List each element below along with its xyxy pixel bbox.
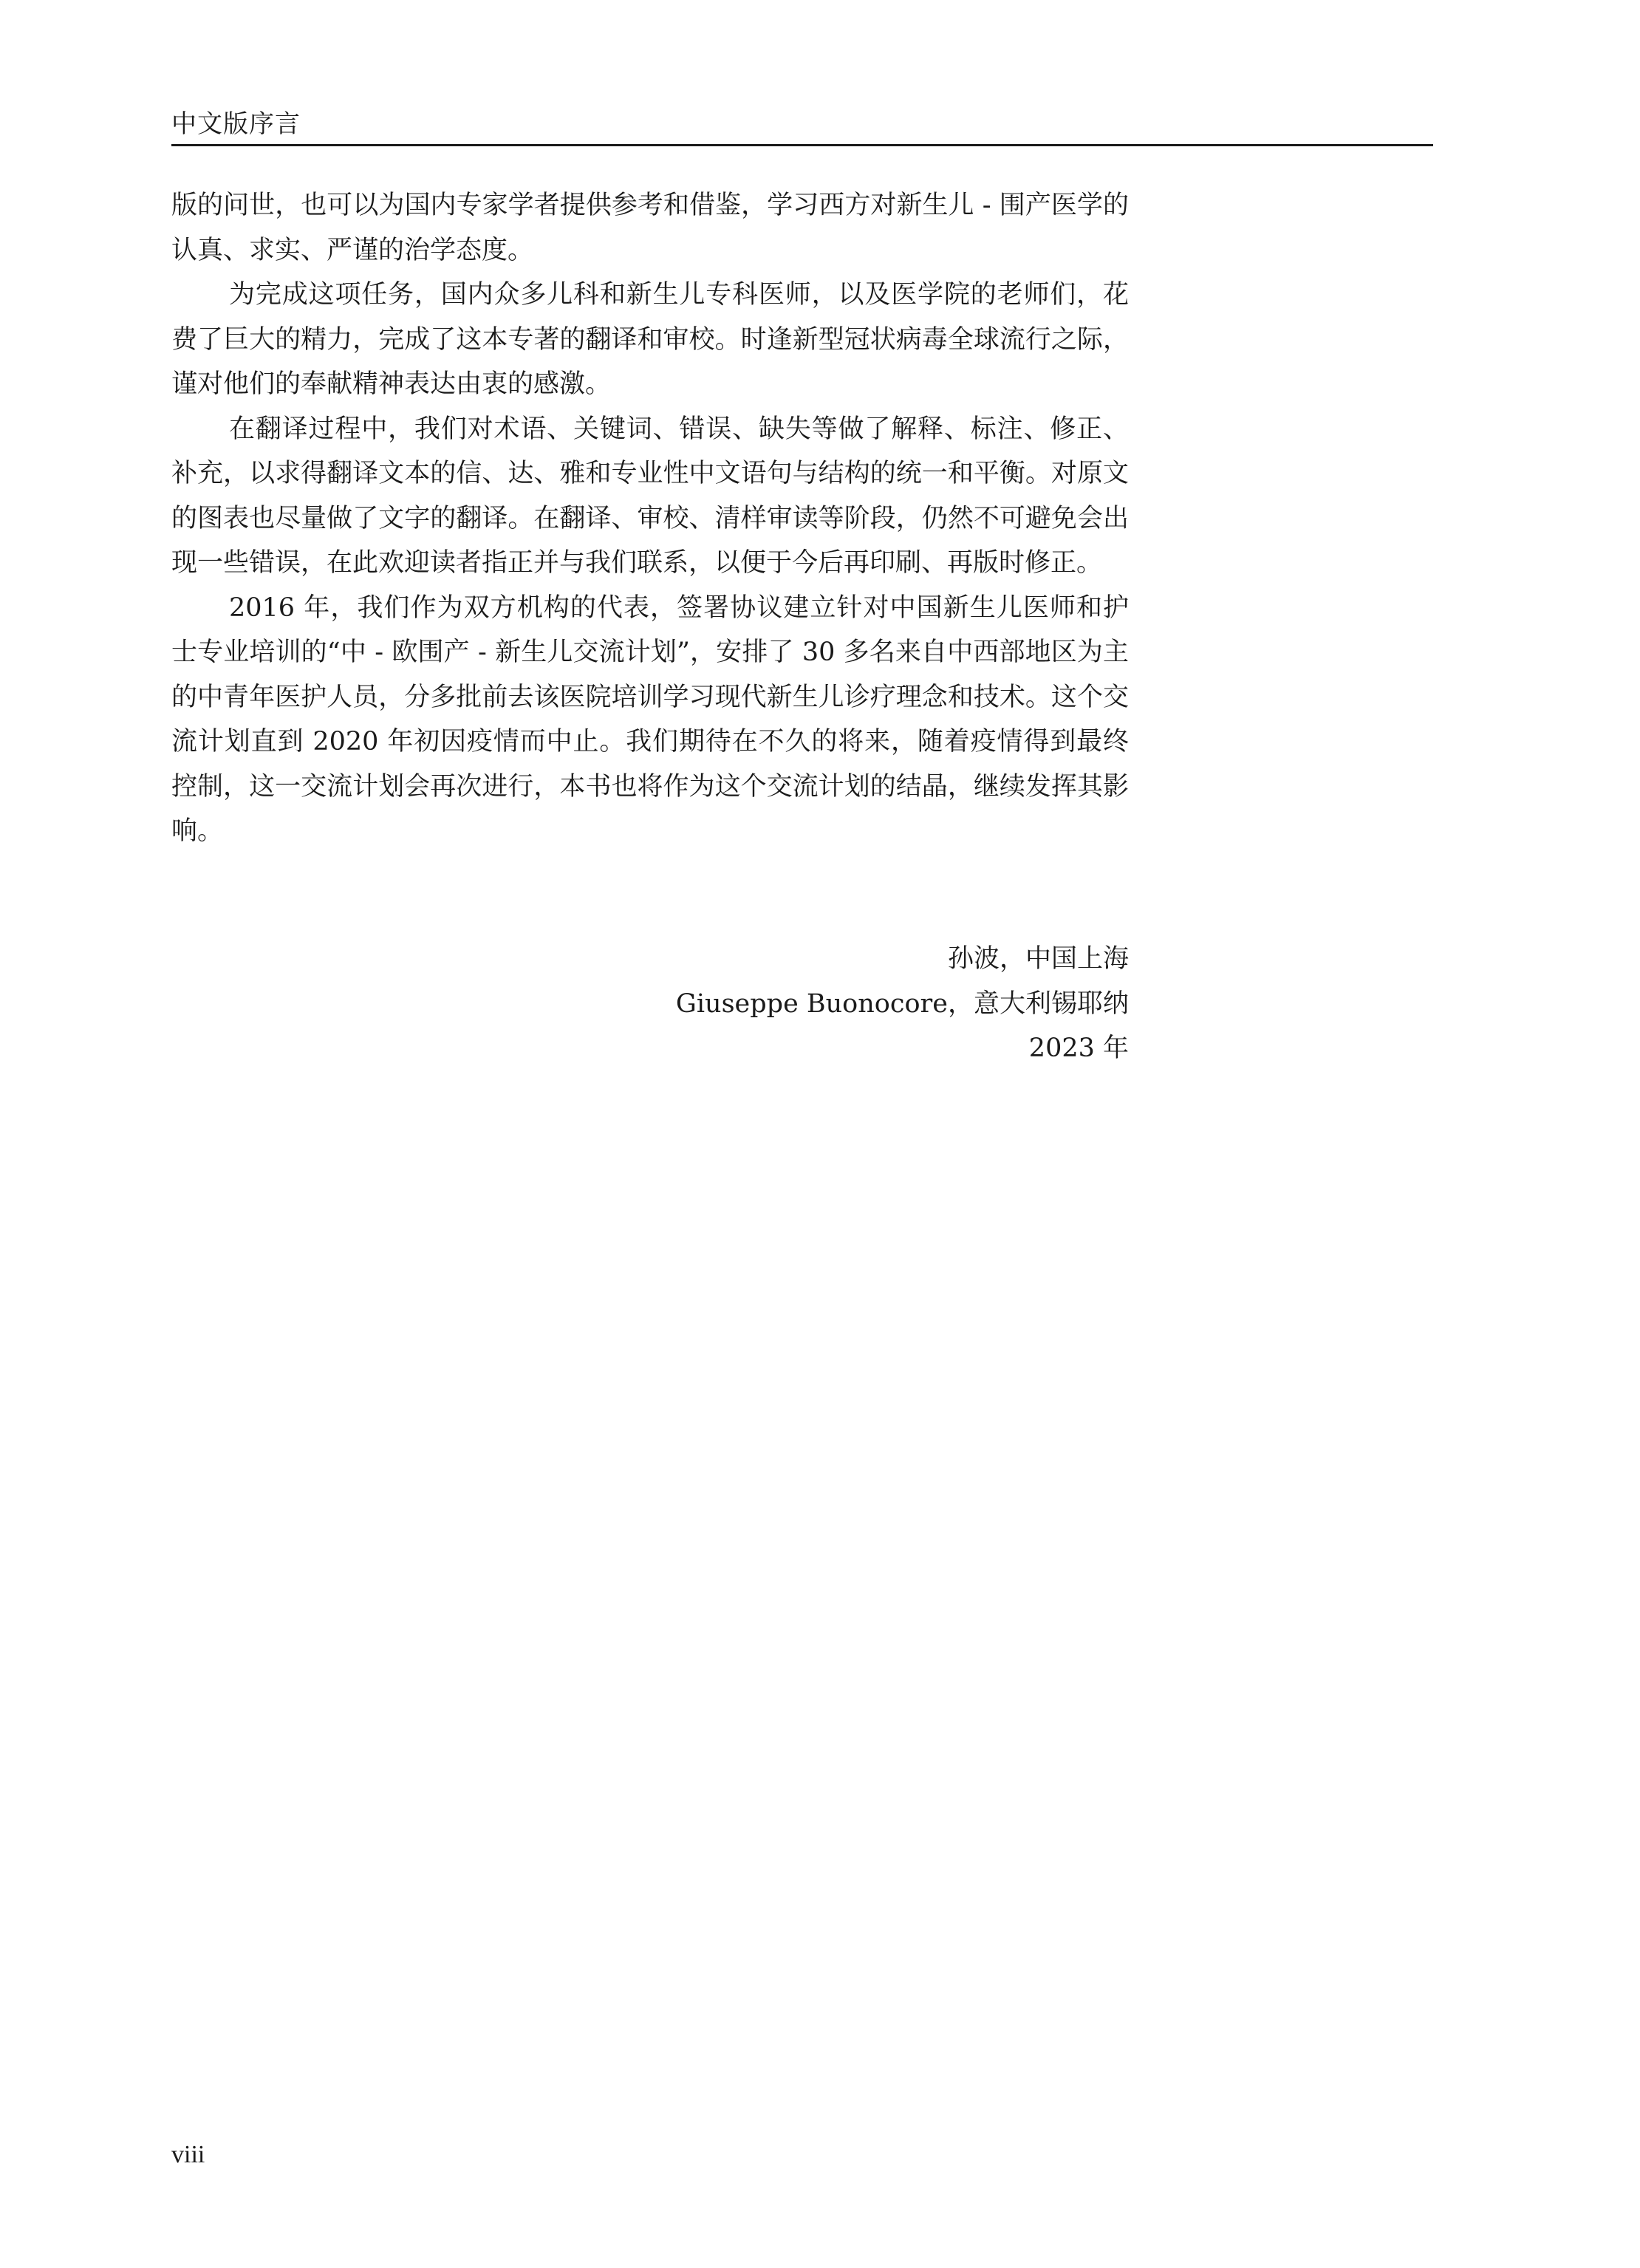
page-number: viii bbox=[171, 2141, 205, 2168]
paragraph-1: 版的问世，也可以为国内专家学者提供参考和借鉴，学习西方对新生儿 - 围产医学的认真、求实、严谨的治学态度。 bbox=[171, 191, 1129, 265]
signature-date: 2023 年 bbox=[1028, 1034, 1129, 1063]
signature-line-2: Giuseppe Buonocore，意大利锡耶纳 bbox=[675, 988, 1129, 1019]
body-text bbox=[171, 183, 1129, 854]
signature-line-1: 孙波，中国上海 bbox=[947, 944, 1129, 974]
paragraph-4: 2016 年，我们作为双方机构的代表，签署协议建立针对中国新生儿医师和护士专业培训的“中 - 欧围产 - 新生儿交流计划”，安排了 30 多名来自中西部地区为主的中青年医护人员，分多批前去该医院培训学习现代新生儿诊疗理念和技术。这个交流计划直到 2020 年初因疫情而中止。我们期待在不久的将来，随着疫情得到最终控制，这一交流计划会再次进行，本书也将作为这个交流计划的结晶，继续发挥其影响。 bbox=[171, 592, 1129, 846]
paragraph-3: 在翻译过程中，我们对术语、关键词、错误、缺失等做了解释、标注、修正、补充，以求得翻译文本的信、达、雅和专业性中文语句与结构的统一和平衡。对原文的图表也尽量做了文字的翻译。在翻译、审校、清样审读等阶段，仍然不可避免会出现一些错误，在此欢迎读者指正并与我们联系，以便于今后再印刷、再版时修正。 bbox=[171, 414, 1129, 578]
running-head: 中文版序言 bbox=[171, 109, 301, 139]
paragraph-2: 为完成这项任务，国内众多儿科和新生儿专科医师，以及医学院的老师们，花费了巨大的精力，完成了这本专著的翻译和审校。时逢新型冠状病毒全球流行之际，谨对他们的奉献精神表达由衷的感激。 bbox=[171, 280, 1129, 399]
signature-block bbox=[171, 937, 1129, 1071]
header-rule bbox=[171, 144, 1433, 146]
